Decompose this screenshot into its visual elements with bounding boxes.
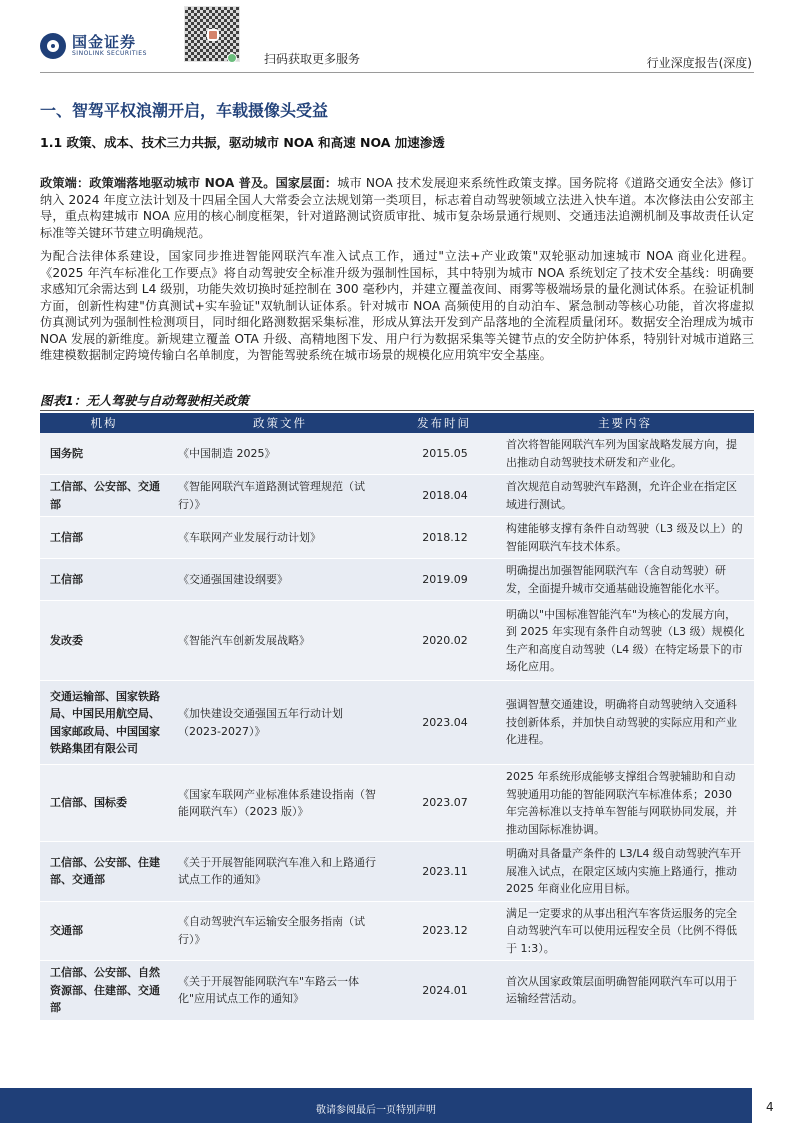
subsection-title: 1.1 政策、成本、技术三力共振，驱动城市 NOA 和高速 NOA 加速渗透 xyxy=(40,135,445,150)
table-header-row xyxy=(40,413,754,433)
cell-content: 满足一定要求的从事出租汽车客货运服务的完全自动驾驶汽车可以使用远程安全员（比例不得低于 1:3）。 xyxy=(496,901,754,961)
column-header-date: 发布时间 xyxy=(392,413,496,433)
cell-doc: 《自动驾驶汽车运输安全服务指南（试行）》 xyxy=(168,901,392,961)
qr-code-icon[interactable] xyxy=(184,6,240,62)
page-header xyxy=(0,0,794,76)
cell-doc: 《关于开展智能网联汽车"车路云一体化"应用试点工作的通知》 xyxy=(168,961,392,1021)
cell-org: 发改委 xyxy=(40,601,168,681)
header-divider xyxy=(40,72,754,73)
cell-date: 2015.05 xyxy=(392,433,496,475)
cell-content: 强调智慧交通建设，明确将自动驾驶纳入交通科技创新体系，并加快自动驾驶的实际应用和产业化进程。 xyxy=(496,681,754,765)
cell-doc: 《加快建设交通强国五年行动计划（2023-2027）》 xyxy=(168,681,392,765)
cell-doc: 《智能网联汽车道路测试管理规范（试行）》 xyxy=(168,475,392,517)
figure-divider xyxy=(40,410,754,411)
cell-org: 工信部、国标委 xyxy=(40,765,168,842)
cell-org: 国务院 xyxy=(40,433,168,475)
table-row xyxy=(40,901,754,961)
cell-org: 工信部 xyxy=(40,559,168,601)
page-number: 4 xyxy=(766,1100,774,1114)
cell-content: 2025 年系统形成能够支撑组合驾驶辅助和自动驾驶通用功能的智能网联汽车标准体系；2030 年完善标准以支持单车智能与网联协同发展，并推动国际标准协调。 xyxy=(496,765,754,842)
paragraph-policy-national xyxy=(40,175,754,241)
cell-date: 2023.07 xyxy=(392,765,496,842)
figure-title: 图表1：无人驾驶与自动驾驶相关政策 xyxy=(40,393,249,408)
paragraph-body: 城市 NOA 技术发展迎来系统性政策支撑。国务院将《道路交通安全法》修订纳入 2024 年度立法计划及十四届全国人大常委会立法规划第一类项目，标志着自动驾驶领域立法进入快车道。本次修法由公安部主导，重点构建城市 NOA 应用的核心制度框架，针对道路测试资质审批、城市复杂场景通行规则、交通违法追溯机制及事故责任认定标准等关键环节建立明确规范。 xyxy=(40,176,754,240)
section-title: 一、智驾平权浪潮开启，车载摄像头受益 xyxy=(40,101,329,120)
cell-org: 工信部、公安部、交通部 xyxy=(40,475,168,517)
table-row xyxy=(40,765,754,842)
cell-org: 交通部 xyxy=(40,901,168,961)
footer-disclaimer[interactable]: 敬请参阅最后一页特别声明 xyxy=(316,1105,436,1116)
cell-doc: 《交通强国建设纲要》 xyxy=(168,559,392,601)
cell-date: 2018.12 xyxy=(392,517,496,559)
cell-date: 2019.09 xyxy=(392,559,496,601)
paragraph-lead: 政策端：政策端落地驱动城市 NOA 普及。国家层面： xyxy=(40,176,338,190)
cell-doc: 《关于开展智能网联汽车准入和上路通行试点工作的通知》 xyxy=(168,842,392,902)
cell-doc: 《国家车联网产业标准体系建设指南（智能网联汽车）（2023 版）》 xyxy=(168,765,392,842)
table-row xyxy=(40,517,754,559)
paragraph-regulation: 为配合法律体系建设，国家同步推进智能网联汽车准入试点工作，通过"立法+产业政策"双轮驱动加速城市 NOA 商业化进程。《2025 年汽车标准化工作要点》将自动驾驶安全标准升级为强制性国标，其中特别为城市 NOA 系统划定了技术安全基线：明确要求感知冗余需达到 L4 级别，功能失效切换时延控制在 300 毫秒内，并建立覆盖夜间、雨雾等极端场景的量化测试体系。在验证机制方面，创新性构建"仿真测试+实车验证"双轨制认证体系。针对城市 NOA 高频使用的自动泊车、紧急制动等核心功能，首次将虚拟仿真测试列为强制性检测项目，同时细化路测数据采集标准，形成从算法开发到产品落地的全流程质量闭环。数据安全治理成为城市 NOA 发展的新维度。新规建立覆盖 OTA 升级、高精地图下发、用户行为数据采集等关键节点的安全防护体系，特别针对城市道路三维建模数据制定跨境传输白名单制度，为智能驾驶系统在城市场景的规模化应用筑牢安全基座。 xyxy=(40,249,754,362)
cell-content: 构建能够支撑有条件自动驾驶（L3 级及以上）的智能网联汽车技术体系。 xyxy=(496,517,754,559)
cell-doc: 《智能汽车创新发展战略》 xyxy=(168,601,392,681)
column-header-org: 机构 xyxy=(40,413,168,433)
cell-content: 明确以"中国标准智能汽车"为核心的发展方向，到 2025 年实现有条件自动驾驶（L3 级）规模化生产和高度自动驾驶（L4 级）在特定场景下的市场化应用。 xyxy=(496,601,754,681)
cell-org: 交通运输部、国家铁路局、中国民用航空局、国家邮政局、中国国家铁路集团有限公司 xyxy=(40,681,168,765)
table-row xyxy=(40,961,754,1021)
cell-date: 2024.01 xyxy=(392,961,496,1021)
logo-english-name: SINOLINK SECURITIES xyxy=(72,50,147,57)
cell-content: 明确提出加强智能网联汽车（含自动驾驶）研发，全面提升城市交通基础设施智能化水平。 xyxy=(496,559,754,601)
cell-content: 首次将智能网联汽车列为国家战略发展方向，提出推动自动驾驶技术研发和产业化。 xyxy=(496,433,754,475)
cell-date: 2023.12 xyxy=(392,901,496,961)
table-row xyxy=(40,681,754,765)
cell-org: 工信部、公安部、住建部、交通部 xyxy=(40,842,168,902)
column-header-content: 主要内容 xyxy=(496,413,754,433)
cell-content: 首次规范自动驾驶汽车路测，允许企业在指定区域进行测试。 xyxy=(496,475,754,517)
table-row xyxy=(40,433,754,475)
cell-org: 工信部 xyxy=(40,517,168,559)
cell-content: 明确对具备量产条件的 L3/L4 级自动驾驶汽车开展准入试点，在限定区域内实施上路通行，推动 2025 年商业化应用目标。 xyxy=(496,842,754,902)
policy-table xyxy=(40,413,754,1021)
cell-date: 2018.04 xyxy=(392,475,496,517)
column-header-doc: 政策文件 xyxy=(168,413,392,433)
cell-org: 工信部、公安部、自然资源部、住建部、交通部 xyxy=(40,961,168,1021)
cell-date: 2023.04 xyxy=(392,681,496,765)
scan-prompt: 扫码获取更多服务 xyxy=(264,52,361,66)
logo-mark-icon xyxy=(40,33,66,59)
cell-content: 首次从国家政策层面明确智能网联汽车可以用于运输经营活动。 xyxy=(496,961,754,1021)
company-logo xyxy=(40,33,147,59)
table-row xyxy=(40,601,754,681)
table-row xyxy=(40,559,754,601)
cell-date: 2023.11 xyxy=(392,842,496,902)
table-row xyxy=(40,475,754,517)
cell-date: 2020.02 xyxy=(392,601,496,681)
cell-doc: 《车联网产业发展行动计划》 xyxy=(168,517,392,559)
table-row xyxy=(40,842,754,902)
cell-doc: 《中国制造 2025》 xyxy=(168,433,392,475)
logo-chinese-name: 国金证券 xyxy=(72,33,137,51)
report-type-label: 行业深度报告(深度) xyxy=(646,56,752,70)
